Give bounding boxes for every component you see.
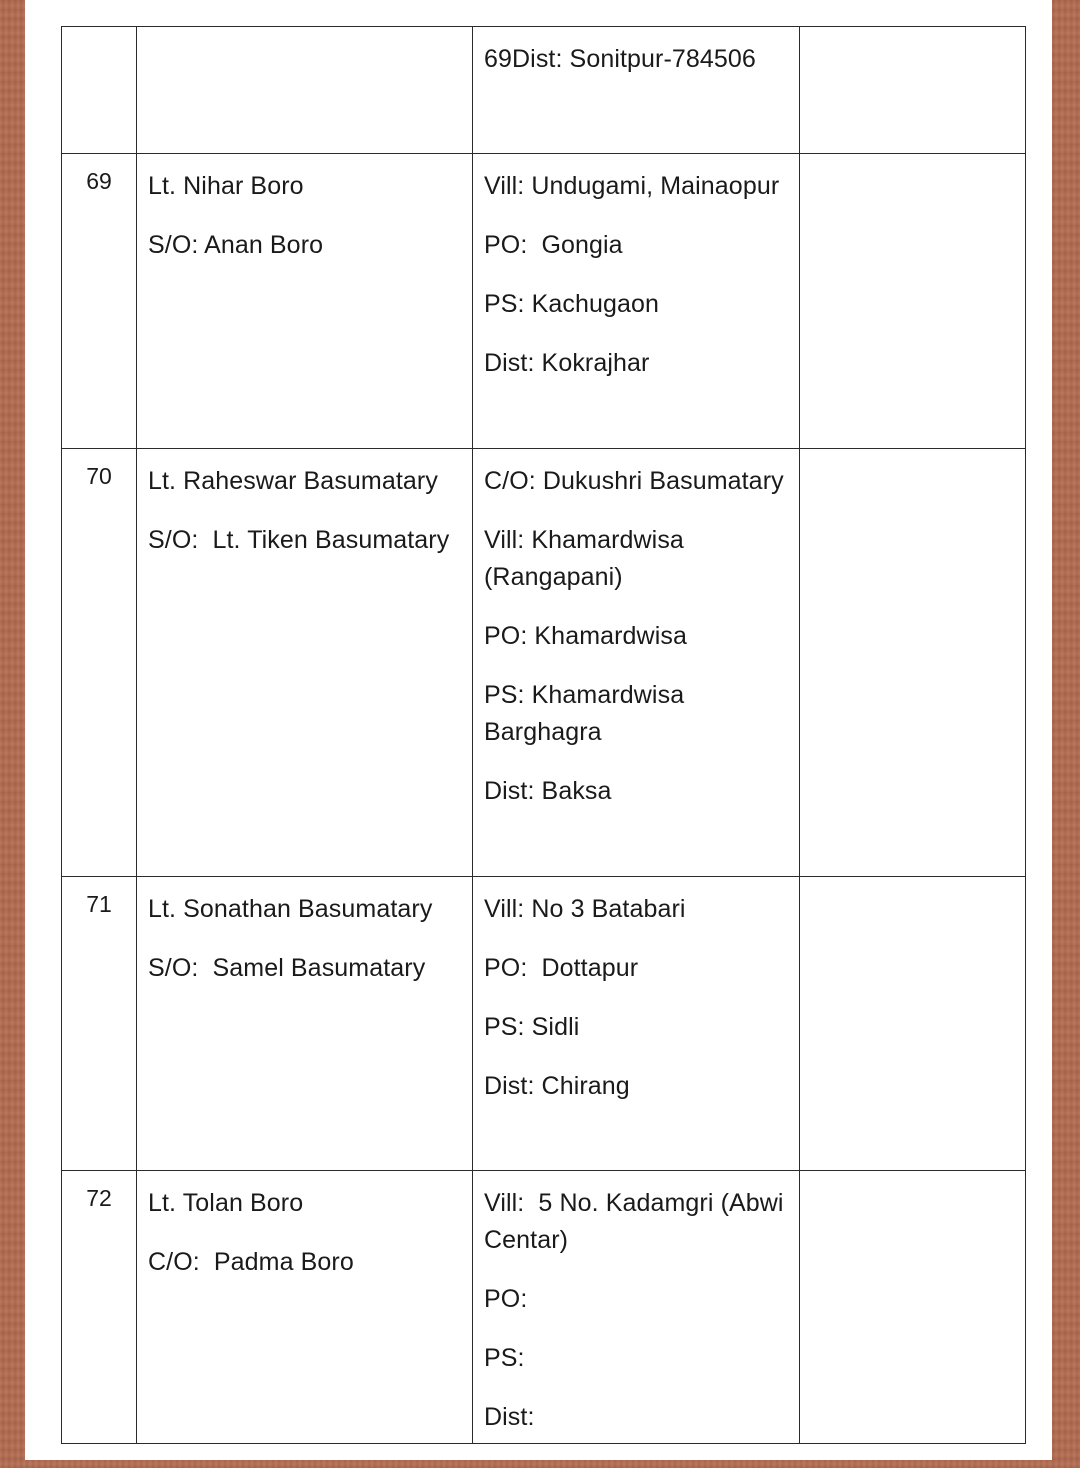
beneficiary-table bbox=[61, 26, 1026, 1444]
name-line: Lt. Nihar Boro bbox=[148, 172, 304, 200]
address-line: 69Dist: Sonitpur-784506 bbox=[484, 45, 756, 73]
address-cell bbox=[473, 154, 800, 449]
relation-line: S/O: Lt. Tiken Basumatary bbox=[148, 526, 450, 554]
name-line: Lt. Sonathan Basumatary bbox=[148, 895, 433, 923]
address-line: Dist: Baksa bbox=[484, 777, 612, 805]
address-line: PO: Khamardwisa bbox=[484, 622, 687, 650]
remarks-cell bbox=[800, 877, 1026, 1171]
remarks-cell bbox=[800, 1171, 1026, 1444]
address-line: Dist: bbox=[484, 1403, 535, 1431]
remarks-cell bbox=[800, 27, 1026, 154]
remarks-cell bbox=[800, 154, 1026, 449]
serial-number-cell: 70 bbox=[62, 449, 137, 877]
serial-number-cell bbox=[62, 27, 137, 154]
address-cell bbox=[473, 877, 800, 1171]
table-row bbox=[62, 154, 1026, 449]
name-cell bbox=[137, 877, 473, 1171]
serial-number-cell: 72 bbox=[62, 1171, 137, 1444]
address-line: Vill: No 3 Batabari bbox=[484, 895, 686, 923]
address-line: Vill: Khamardwisa (Rangapani) bbox=[484, 526, 691, 591]
address-line: Vill: Undugami, Mainaopur bbox=[484, 172, 780, 200]
name-line: Lt. Tolan Boro bbox=[148, 1189, 304, 1217]
name-cell bbox=[137, 154, 473, 449]
table-row bbox=[62, 449, 1026, 877]
address-line: Vill: 5 No. Kadamgri (Abwi Centar) bbox=[484, 1189, 791, 1254]
address-cell bbox=[473, 449, 800, 877]
address-line: C/O: Dukushri Basumatary bbox=[484, 467, 784, 495]
address-line: PS: Sidli bbox=[484, 1013, 580, 1041]
document-page bbox=[25, 0, 1052, 1460]
table-row bbox=[62, 27, 1026, 154]
name-cell bbox=[137, 1171, 473, 1444]
serial-number-cell: 71 bbox=[62, 877, 137, 1171]
relation-line: S/O: Anan Boro bbox=[148, 231, 324, 259]
address-cell bbox=[473, 27, 800, 154]
address-line: Dist: Kokrajhar bbox=[484, 349, 650, 377]
name-line: Lt. Raheswar Basumatary bbox=[148, 467, 438, 495]
relation-line: C/O: Padma Boro bbox=[148, 1248, 354, 1276]
address-line: PO: bbox=[484, 1285, 528, 1313]
table-row bbox=[62, 1171, 1026, 1444]
address-line: Dist: Chirang bbox=[484, 1072, 630, 1100]
name-cell bbox=[137, 449, 473, 877]
address-line: PS: Khamardwisa Barghagra bbox=[484, 681, 692, 746]
address-line: PO: Gongia bbox=[484, 231, 623, 259]
remarks-cell bbox=[800, 449, 1026, 877]
serial-number-cell: 69 bbox=[62, 154, 137, 449]
address-line: PS: Kachugaon bbox=[484, 290, 660, 318]
table-row bbox=[62, 877, 1026, 1171]
relation-line: S/O: Samel Basumatary bbox=[148, 954, 426, 982]
address-line: PO: Dottapur bbox=[484, 954, 639, 982]
address-cell bbox=[473, 1171, 800, 1444]
address-line: PS: bbox=[484, 1344, 525, 1372]
name-cell bbox=[137, 27, 473, 154]
